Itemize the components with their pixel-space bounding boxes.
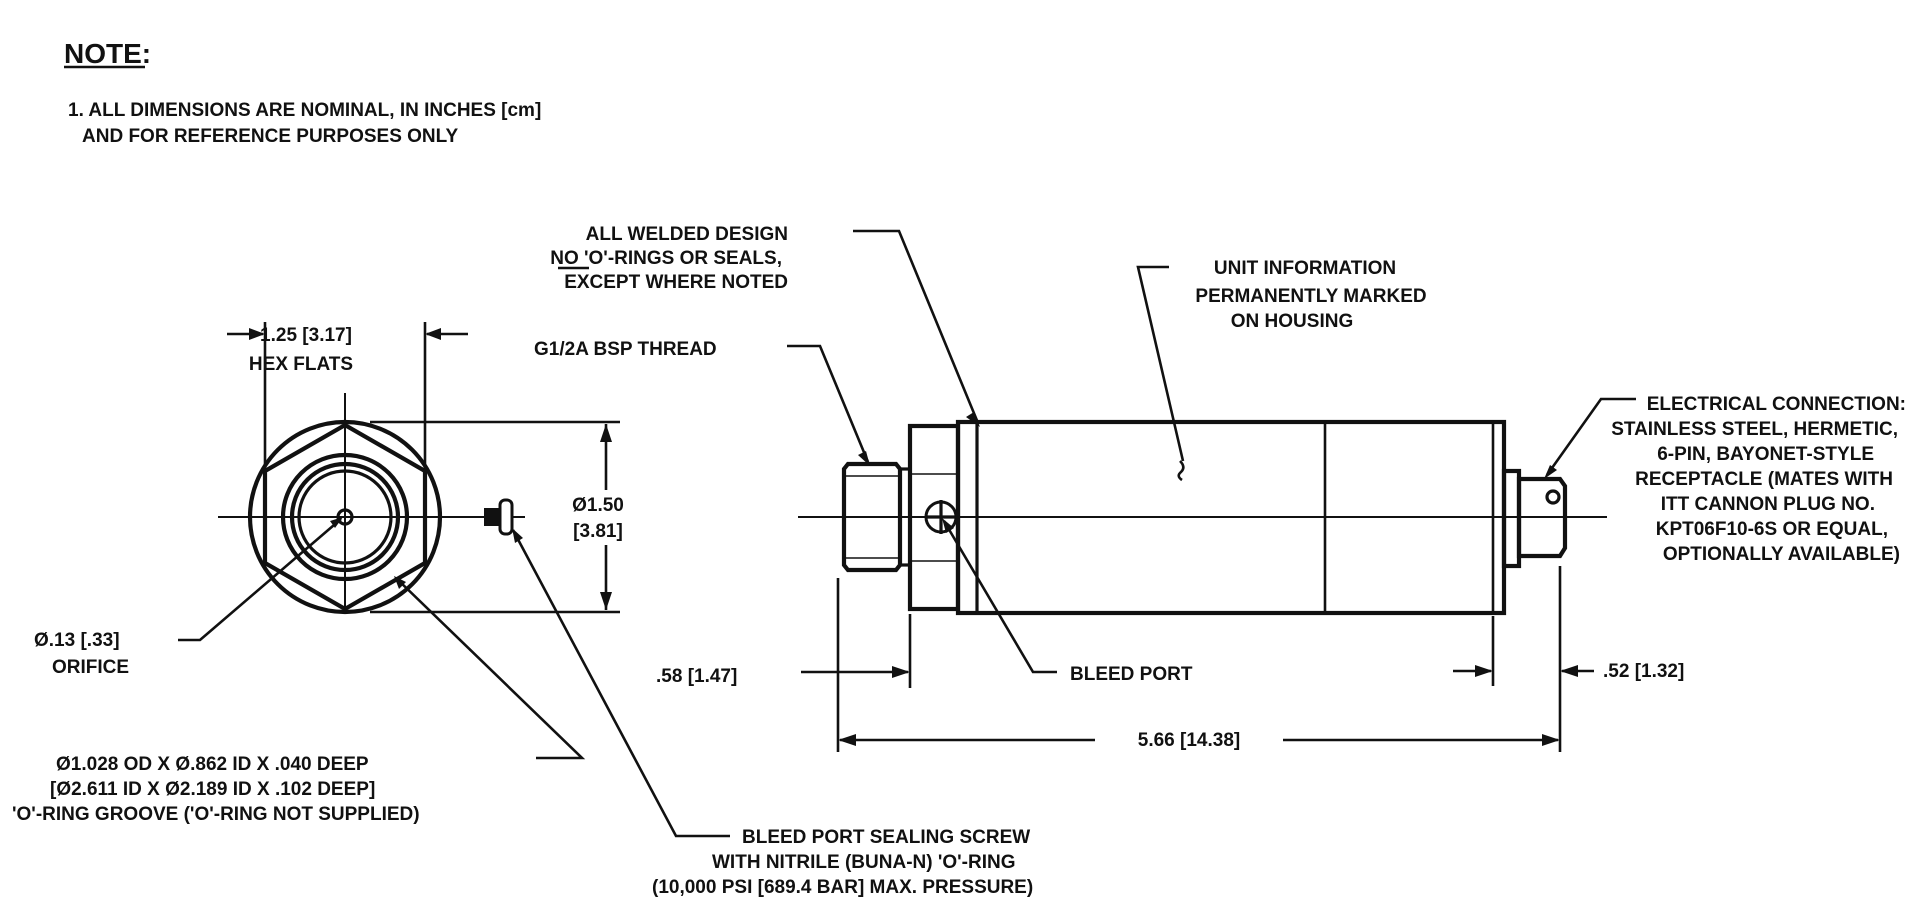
dim-right-arrowhead-right — [1560, 665, 1578, 677]
orifice-dim: Ø.13 [.33] — [34, 630, 120, 651]
note-line-1: 1. ALL DIMENSIONS ARE NOMINAL, IN INCHES [cm] — [68, 100, 542, 121]
dim-overall-arrowhead-right — [1542, 734, 1560, 746]
orifice-leader — [178, 519, 341, 640]
bleed-port-label: BLEED PORT — [1070, 664, 1193, 685]
bleed-screw-head — [500, 500, 512, 534]
dim-overall-arrowhead-left — [838, 734, 856, 746]
dia-dim-value: Ø1.50 — [572, 495, 624, 516]
thread-leader — [787, 346, 868, 462]
unit-info-line-3: ON HOUSING — [1230, 311, 1354, 332]
orifice-caption: ORIFICE — [52, 657, 130, 678]
bleed-port-leader — [944, 521, 1057, 672]
connector-flange — [1504, 471, 1519, 566]
side-view — [534, 224, 1906, 752]
unit-info-line-2: PERMANENTLY MARKED — [1195, 286, 1427, 307]
unit-info-line-1: UNIT INFORMATION — [1213, 258, 1397, 279]
dia-dim-arrowhead-top — [600, 424, 612, 442]
dim-right-label: .52 [1.32] — [1603, 661, 1685, 682]
note-heading: NOTE: — [64, 38, 152, 69]
sealing-screw-line-3: (10,000 PSI [689.4 BAR] MAX. PRESSURE) — [652, 877, 1034, 898]
welded-leader — [853, 231, 978, 423]
connector-bayonet-pin — [1547, 491, 1559, 503]
electrical-line-2: STAINLESS STEEL, HERMETIC, — [1611, 419, 1898, 440]
welded-line-3: EXCEPT WHERE NOTED — [564, 272, 788, 293]
hex-dim-caption: HEX FLATS — [248, 354, 354, 375]
dim-left-label: .58 [1.47] — [656, 666, 738, 687]
electrical-line-7: OPTIONALLY AVAILABLE) — [1662, 544, 1900, 565]
unit-info-leader — [1138, 267, 1183, 461]
dia-dim-arrowhead-bottom — [600, 592, 612, 610]
dim-right-arrowhead-left — [1475, 665, 1493, 677]
note-line-2: AND FOR REFERENCE PURPOSES ONLY — [82, 126, 459, 147]
unit-info-leader-tick — [1179, 461, 1184, 480]
welded-line-2: NO 'O'-RINGS OR SEALS, — [550, 248, 782, 269]
electrical-connector — [1504, 471, 1565, 566]
hex-dim-arrowhead-right — [425, 328, 441, 340]
dia-dim-value-metric: [3.81] — [573, 521, 623, 542]
electrical-line-5: ITT CANNON PLUG NO. — [1660, 494, 1875, 515]
sealing-screw-leader-arrow — [512, 528, 523, 543]
electrical-line-4: RECEPTACLE (MATES WITH — [1635, 469, 1893, 490]
sealing-screw-line-2: WITH NITRILE (BUNA-N) 'O'-RING — [712, 852, 1016, 873]
note-block — [64, 38, 541, 147]
groove-line-1: Ø1.028 OD X Ø.862 ID X .040 DEEP — [56, 754, 369, 775]
groove-line-2: [Ø2.611 ID X Ø2.189 ID X .102 DEEP] — [50, 779, 376, 800]
welded-line-1: ALL WELDED DESIGN — [585, 224, 788, 245]
dim-left-arrowhead — [892, 666, 910, 678]
sealing-screw-line-1: BLEED PORT SEALING SCREW — [742, 827, 1031, 848]
dim-overall-label: 5.66 [14.38] — [1137, 730, 1241, 751]
end-view — [12, 322, 1033, 898]
bleed-screw-end-view — [484, 500, 512, 534]
hex-dim-value: 1.25 [3.17] — [260, 325, 352, 346]
electrical-line-6: KPT06F10-6S OR EQUAL, — [1655, 519, 1888, 540]
electrical-line-3: 6-PIN, BAYONET-STYLE — [1657, 444, 1874, 465]
thread-label: G1/2A BSP THREAD — [534, 339, 717, 360]
groove-line-3: 'O'-RING GROOVE ('O'-RING NOT SUPPLIED) — [12, 804, 420, 825]
electrical-line-1: ELECTRICAL CONNECTION: — [1646, 394, 1906, 415]
